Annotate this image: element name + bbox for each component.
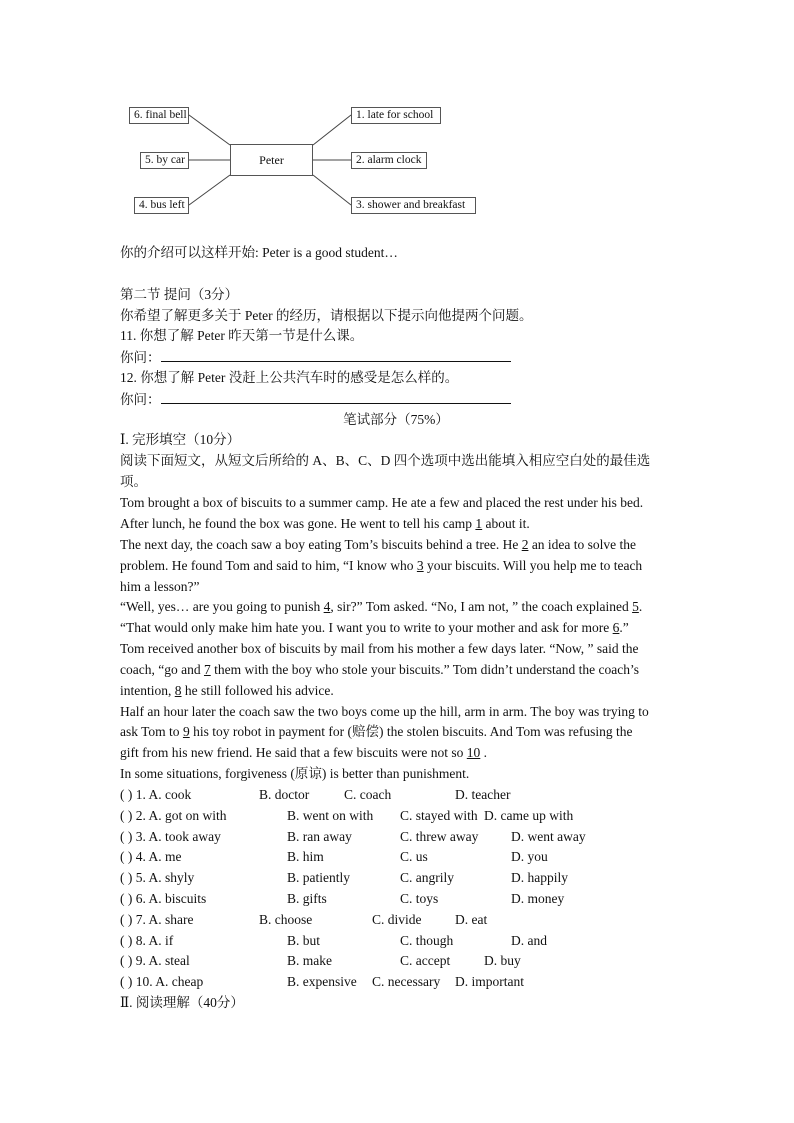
option-row: [120, 889, 680, 909]
blank-5: 5: [632, 599, 639, 614]
option-c: C. necessary: [372, 974, 441, 990]
blank-2: 2: [521, 537, 529, 552]
option-d: D. buy: [484, 953, 521, 969]
option-d: D. teacher: [455, 787, 511, 802]
answer-blank-12[interactable]: [161, 389, 511, 404]
option-number-and-a: ( ) 7. A. share: [120, 911, 194, 927]
option-row: [120, 910, 680, 930]
option-number-and-a: ( ) 9. A. steal: [120, 953, 190, 969]
written-section-title: 笔试部分（75%）: [343, 412, 449, 427]
blank-3: 3: [416, 558, 424, 573]
option-row: [120, 972, 680, 992]
passage-line: Tom received another box of biscuits by mail from his mother a few days later. “Now, ” said the: [120, 641, 639, 656]
node-bus-left: 4. bus left: [134, 197, 189, 214]
question-12: 12. 你想了解 Peter 没赶上公共汽车时的感受是怎么样的。: [120, 370, 459, 385]
option-row: [120, 785, 680, 805]
option-row: [120, 931, 680, 951]
option-b: B. expensive: [287, 974, 357, 990]
option-c: C. us: [400, 849, 428, 865]
option-c: C. divide: [372, 911, 422, 927]
passage-line: ask Tom to 9 his toy robot in payment for (赔偿) the stolen biscuits. And Tom was refusing the: [120, 724, 633, 739]
option-number-and-a: ( ) 4. A. me: [120, 849, 182, 865]
passage-line: coach, “go and 7 them with the boy who stole your biscuits.” Tom didn’t understand the coach’s: [120, 662, 639, 677]
node-final-bell: 6. final bell: [129, 107, 189, 124]
option-number-and-a: ( ) 3. A. took away: [120, 828, 221, 844]
option-number-and-a: ( ) 8. A. if: [120, 932, 174, 948]
option-b: B. choose: [259, 911, 313, 927]
option-b: B. make: [287, 953, 332, 969]
option-d: D. eat: [455, 911, 488, 927]
node-late-for-school: 1. late for school: [351, 107, 441, 124]
passage-line: him a lesson?”: [120, 579, 200, 594]
option-d: D. came up with: [484, 807, 574, 823]
option-b: B. went on with: [287, 807, 374, 823]
option-row: [120, 847, 680, 867]
passage-line: Tom brought a box of biscuits to a summer camp. He ate a few and placed the rest under his bed.: [120, 495, 644, 510]
node-center-peter: Peter: [230, 144, 313, 176]
option-number-and-a: ( ) 6. A. biscuits: [120, 891, 207, 906]
option-b: B. but: [287, 932, 321, 948]
part1-title: Ⅰ. 完形填空（10分）: [120, 432, 241, 447]
blank-6: 6: [612, 620, 620, 635]
option-b: B. ran away: [287, 828, 352, 844]
option-c: C. accept: [400, 953, 451, 969]
option-d: D. important: [455, 974, 524, 990]
option-c: C. coach: [344, 787, 392, 802]
passage-line: Half an hour later the coach saw the two boys come up the hill, arm in arm. The boy was trying to: [120, 704, 649, 719]
part2-title: Ⅱ. 阅读理解（40分）: [120, 995, 244, 1010]
blank-10: 10: [466, 745, 481, 760]
passage-line: “Well, yes… are you going to punish 4, sir?” Tom asked. “No, I am not, ” the coach explained 5.: [120, 599, 643, 614]
ask-label: 你问：: [120, 392, 161, 407]
option-d: D. went away: [511, 828, 586, 844]
option-number-and-a: ( ) 10. A. cheap: [120, 974, 204, 990]
option-b: B. him: [287, 849, 324, 865]
blank-1: 1: [475, 516, 483, 531]
answer-line-11: [120, 347, 511, 368]
option-row: [120, 951, 680, 971]
node-by-car: 5. by car: [140, 152, 189, 169]
passage-line: After lunch, he found the box was gone. He went to tell his camp 1 about it.: [120, 516, 530, 531]
option-number-and-a: ( ) 1. A. cook: [120, 787, 192, 802]
option-c: C. stayed with: [400, 807, 478, 823]
option-c: C. toys: [400, 891, 439, 906]
option-c: C. though: [400, 932, 454, 948]
part1-instruction-1: 阅读下面短文，从短文后所给的 A、B、C、D 四个选项中选出能填入相应空白处的最佳选: [120, 453, 651, 468]
question-11: 11. 你想了解 Peter 昨天第一节是什么课。: [120, 328, 364, 343]
option-row: [120, 806, 680, 826]
answer-blank-11[interactable]: [161, 347, 511, 362]
option-number-and-a: ( ) 2. A. got on with: [120, 807, 227, 823]
option-b: B. gifts: [287, 891, 327, 906]
ask-label: 你问：: [120, 350, 161, 365]
section2-instruction: 你希望了解更多关于 Peter 的经历，请根据以下提示向他提两个问题。: [120, 308, 533, 323]
option-c: C. angrily: [400, 870, 454, 886]
option-b: B. doctor: [259, 787, 310, 802]
answer-line-12: [120, 389, 511, 410]
passage-line: problem. He found Tom and said to him, “I know who 3 your biscuits. Will you help me to teach: [120, 558, 643, 573]
passage-line: The next day, the coach saw a boy eating Tom’s biscuits behind a tree. He 2 an idea to solve the: [120, 537, 637, 552]
passage-line: gift from his new friend. He said that a few biscuits were not so 10 .: [120, 745, 488, 760]
section2-title: 第二节 提问（3分）: [120, 287, 239, 302]
blank-4: 4: [323, 599, 331, 614]
option-b: B. patiently: [287, 870, 350, 886]
option-d: D. and: [511, 932, 547, 948]
passage-line: In some situations, forgiveness (原谅) is better than punishment.: [120, 766, 470, 781]
intro-hint: 你的介绍可以这样开始: Peter is a good student…: [120, 245, 398, 260]
part1-instruction-2: 项。: [120, 474, 147, 489]
option-number-and-a: ( ) 5. A. shyly: [120, 870, 195, 886]
mind-map-diagram: [0, 0, 794, 230]
passage-line: intention, 8 he still followed his advice.: [120, 683, 334, 698]
blank-7: 7: [203, 662, 211, 677]
option-row: [120, 868, 680, 888]
node-shower-breakfast: 3. shower and breakfast: [351, 197, 476, 214]
option-d: D. happily: [511, 870, 568, 886]
option-c: C. threw away: [400, 828, 479, 844]
passage-line: “That would only make him hate you. I want you to write to your mother and ask for more 6.”: [120, 620, 629, 635]
blank-9: 9: [182, 724, 190, 739]
option-d: D. money: [511, 891, 565, 906]
blank-8: 8: [174, 683, 182, 698]
node-alarm-clock: 2. alarm clock: [351, 152, 427, 169]
option-row: [120, 827, 680, 847]
option-d: D. you: [511, 849, 548, 865]
